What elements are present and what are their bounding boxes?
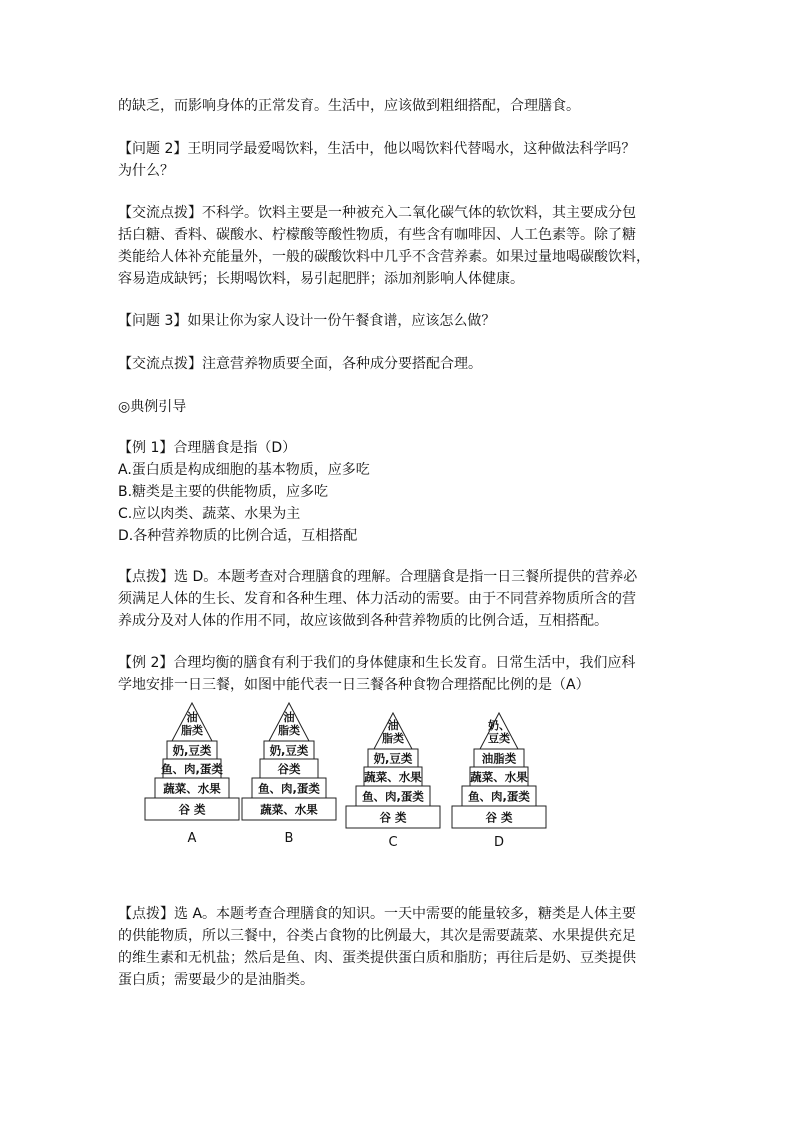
pyramid-tier-label: 奶,豆类 (373, 751, 413, 766)
question-3 (118, 310, 678, 332)
food-pyramid-figure (122, 700, 562, 850)
text-line: 容易造成缺钙；长期喝饮料，易引起肥胖；添加剂影响人体健康。 (118, 271, 524, 287)
pyramid-tier-label: 鱼、肉,蛋类 (362, 789, 424, 804)
pyramid-top-label: 脂类 (278, 724, 300, 737)
pyramid-tier-label: 蔬菜、水果 (163, 781, 221, 796)
text-line: 的缺乏，而影响身体的正常发育。生活中，应该做到粗细搭配，合理膳食。 (118, 98, 580, 114)
section-heading (118, 396, 678, 418)
pyramid-tier-label: 鱼、肉,蛋类 (468, 789, 530, 804)
example-1 (118, 437, 678, 547)
answer-3 (118, 353, 678, 375)
pyramid-top-label: 脂类 (181, 724, 203, 737)
pyramid-top-label: 油 (186, 711, 198, 724)
pyramid-top-label: 豆类 (488, 732, 510, 745)
pyramid-tier-label: 谷类 (277, 762, 301, 776)
example-2-note (118, 903, 678, 991)
option-c: C.应以肉类、蔬菜、水果为主 (118, 506, 301, 522)
text-line: ◎典例引导 (118, 399, 187, 415)
text-line: 的供能物质，所以三餐中，谷类占食物的比例最大，其次是需要蔬菜、水果提供充足 (118, 928, 636, 944)
text-line: 【问题 2】王明同学最爱喝饮料，生活中，他以喝饮料代替喝水，这种做法科学吗？ (118, 141, 636, 157)
option-d: D.各种营养物质的比例合适，互相搭配 (118, 528, 358, 544)
pyramid-top-label: 脂类 (382, 732, 404, 745)
text-line: 【例 1】合理膳食是指（D） (118, 440, 297, 456)
text-line: 蛋白质；需要最少的是油脂类。 (118, 972, 314, 988)
pyramid-c (346, 713, 440, 850)
example-2 (118, 652, 678, 696)
pyramid-d (452, 713, 546, 850)
pyramid-tier-label: 谷 类 (379, 810, 407, 825)
pyramid-tier-label: 鱼、肉,蛋类 (161, 762, 223, 776)
pyramid-top-label: 奶、 (488, 719, 510, 732)
pyramid-tier-label: 奶,豆类 (269, 743, 309, 758)
text-line: 【点拨】选 D。本题考查对合理膳食的理解。合理膳食是指一日三餐所提供的营养必 (118, 569, 638, 585)
pyramid-tier-label: 谷 类 (178, 802, 206, 817)
pyramid-option-label: A (187, 831, 197, 846)
pyramid-tier-label: 油脂类 (481, 751, 517, 766)
text-line: 的维生素和无机盐；然后是鱼、肉、蛋类提供蛋白质和脂肪；再往后是奶、豆类提供 (118, 950, 636, 966)
pyramid-b (242, 703, 336, 846)
pyramid-tier-label: 谷 类 (485, 810, 513, 825)
pyramid-option-label: B (284, 831, 294, 846)
pyramid-tier-label: 奶,豆类 (172, 743, 212, 758)
pyramid-tier-label: 蔬菜、水果 (470, 770, 528, 784)
text-line: 括白糖、香料、碳酸水、柠檬酸等酸性物质，有些含有咖啡因、人工色素等。除了糖 (118, 227, 636, 243)
text-line: 类能给人体补充能量外，一般的碳酸饮料中几乎不含营养素。如果过量地喝碳酸饮料， (118, 249, 650, 265)
pyramid-top-label: 油 (387, 719, 399, 732)
pyramid-option-label: D (493, 835, 505, 850)
question-2 (118, 138, 678, 182)
pyramid-option-label: C (388, 835, 398, 850)
pyramid-tier-label: 蔬菜、水果 (364, 770, 422, 784)
option-b: B.糖类是主要的供能物质，应多吃 (118, 484, 329, 500)
pyramid-top-label: 油 (283, 711, 295, 724)
text-line: 须满足人体的生长、发育和各种生理、体力活动的需要。由于不同营养物质所含的营 (118, 591, 636, 607)
answer-2 (118, 202, 678, 290)
text-line: 【点拨】选 A。本题考查合理膳食的知识。一天中需要的能量较多，糖类是人体主要 (118, 906, 637, 922)
text-line: 学地安排一日三餐，如图中能代表一日三餐各种食物合理搭配比例的是（A） (118, 677, 590, 693)
pyramid-tier-label: 蔬菜、水果 (260, 802, 318, 817)
text-line: 养成分及对人体的作用不同，故应该做到各种营养物质的比例合适，互相搭配。 (118, 613, 608, 629)
pyramid-a (145, 703, 239, 846)
pyramid-tier-label: 鱼、肉,蛋类 (258, 781, 320, 796)
example-1-note (118, 566, 678, 632)
text-line: 【交流点拨】不科学。饮料主要是一种被充入二氧化碳气体的软饮料，其主要成分包 (118, 205, 636, 221)
intro-paragraph (118, 95, 678, 117)
text-line: 【例 2】合理均衡的膳食有利于我们的身体健康和生长发育。日常生活中，我们应科 (118, 655, 636, 671)
option-a: A.蛋白质是构成细胞的基本物质，应多吃 (118, 462, 370, 478)
text-line: 为什么？ (118, 163, 174, 179)
text-line: 【问题 3】如果让你为家人设计一份午餐食谱，应该怎么做？ (118, 313, 496, 329)
text-line: 【交流点拨】注意营养物质要全面，各种成分要搭配合理。 (118, 356, 482, 372)
